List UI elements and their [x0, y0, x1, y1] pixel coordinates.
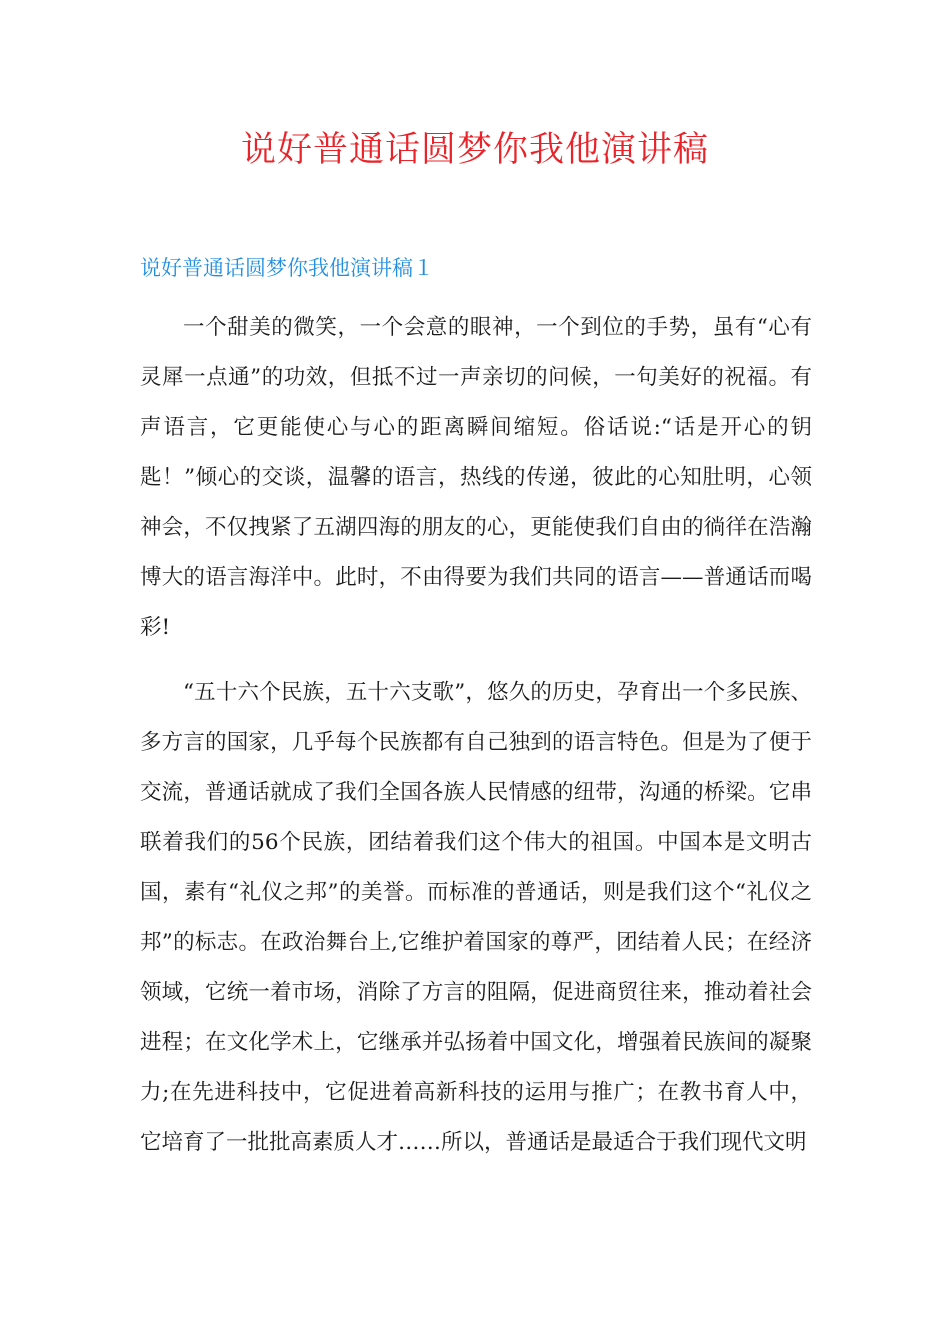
paragraph-2: “五十六个民族，五十六支歌”，悠久的历史，孕育出一个多民族、多方言的国家，几乎每个民族都有自己独到的语言特色。但是为了便于交流，普通话就成了我们全国各族人民情感的纽带，沟通的桥梁。它串联着我们的56个民族，团结着我们这个伟大的祖国。中国本是文明古国，素有“礼仪之邦”的美誉。而标准的普通话，则是我们这个“礼仪之邦”的标志。在政治舞台上,它维护着国家的尊严，团结着人民；在经济领域，它统一着市场，消除了方言的阻隔，促进商贸往来，推动着社会进程；在文化学术上，它继承并弘扬着中国文化，增强着民族间的凝聚力;在先进科技中，它促进着高新科技的运用与推广；在教书育人中，它培育了一批批高素质人才……所以，普通话是最适合于我们现代文明 — [140, 680, 812, 1155]
paragraph-1: 一个甜美的微笑，一个会意的眼神，一个到位的手势，虽有“心有灵犀一点通”的功效，但抵不过一声亲切的问候，一句美好的祝福。有声语言，它更能使心与心的距离瞬间缩短。俗话说:“话是开心的钥匙！”倾心的交谈，温馨的语言，热线的传递，彼此的心知肚明，心领神会，不仅拽紧了五湖四海的朋友的心，更能使我们自由的徜徉在浩瀚博大的语言海洋中。此时，不由得要为我们共同的语言——普通话而喝彩! — [140, 315, 812, 640]
document-title: 说好普通话圆梦你我他演讲稿 — [240, 130, 709, 170]
section-heading: 说好普通话圆梦你我他演讲稿１ — [140, 256, 434, 280]
